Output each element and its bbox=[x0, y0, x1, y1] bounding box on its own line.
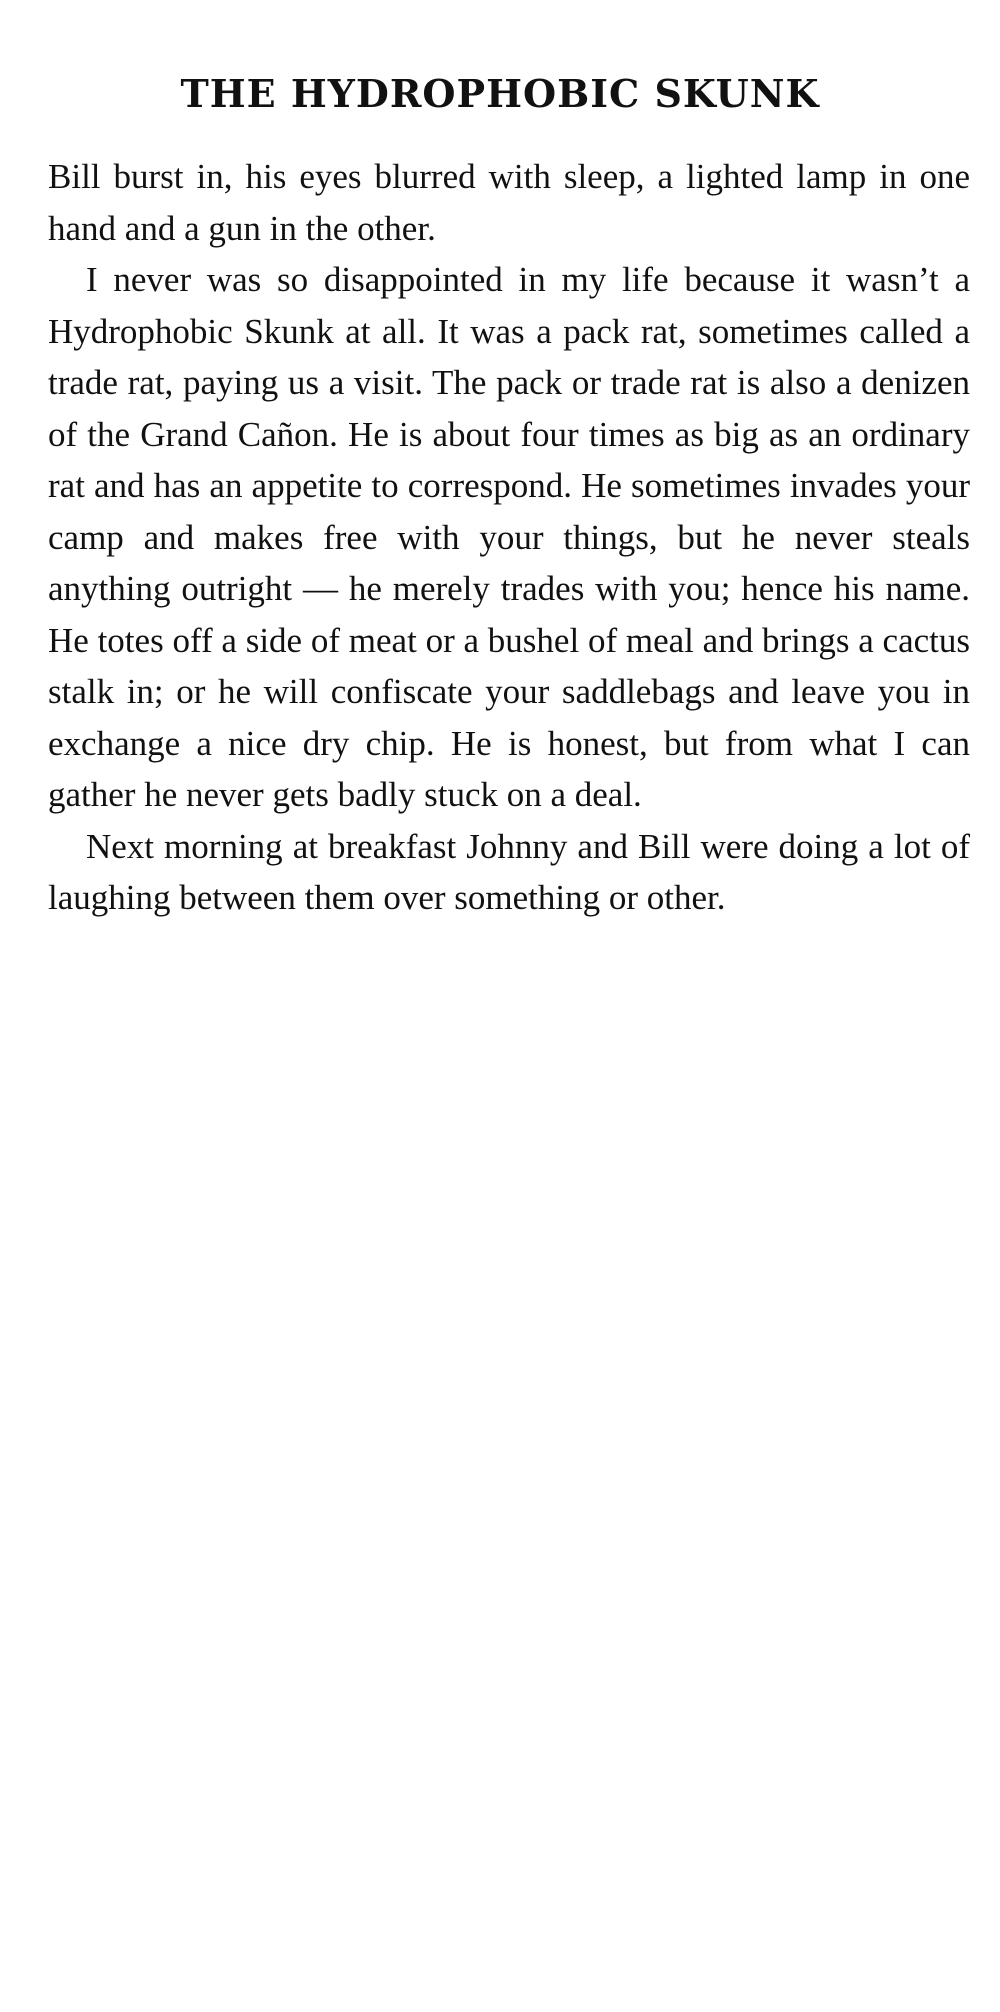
body-text bbox=[48, 151, 970, 924]
paragraph-next-morning: Next morning at breakfast Johnny and Bill were doing a lot of laughing between them over something or other. bbox=[48, 826, 970, 917]
paragraph-pack-rat: I never was so disappointed in my life because it wasn’t a Hydrophobic Skunk at all. It was a pack rat, sometimes called a trade rat, paying us a visit. The pack or trade rat is also a denizen of the Grand Cañon. He is about four times as big as an ordinary rat and has an appetite to correspond. He sometimes invades your camp and makes free with your things, but he never steals anything outright — he merely trades with you; hence his name. He totes off a side of meat or a bushel of meal and brings a cactus stalk in; or he will confiscate your saddlebags and leave you in exchange a nice dry chip. He is honest, but from what I can gather he never gets badly stuck on a deal. bbox=[48, 260, 970, 814]
running-head: THE HYDROPHOBIC SKUNK bbox=[180, 71, 820, 116]
paragraph-continuation: Bill burst in, his eyes blurred with sleep, a lighted lamp in one hand and a gun in the other. bbox=[48, 157, 970, 248]
